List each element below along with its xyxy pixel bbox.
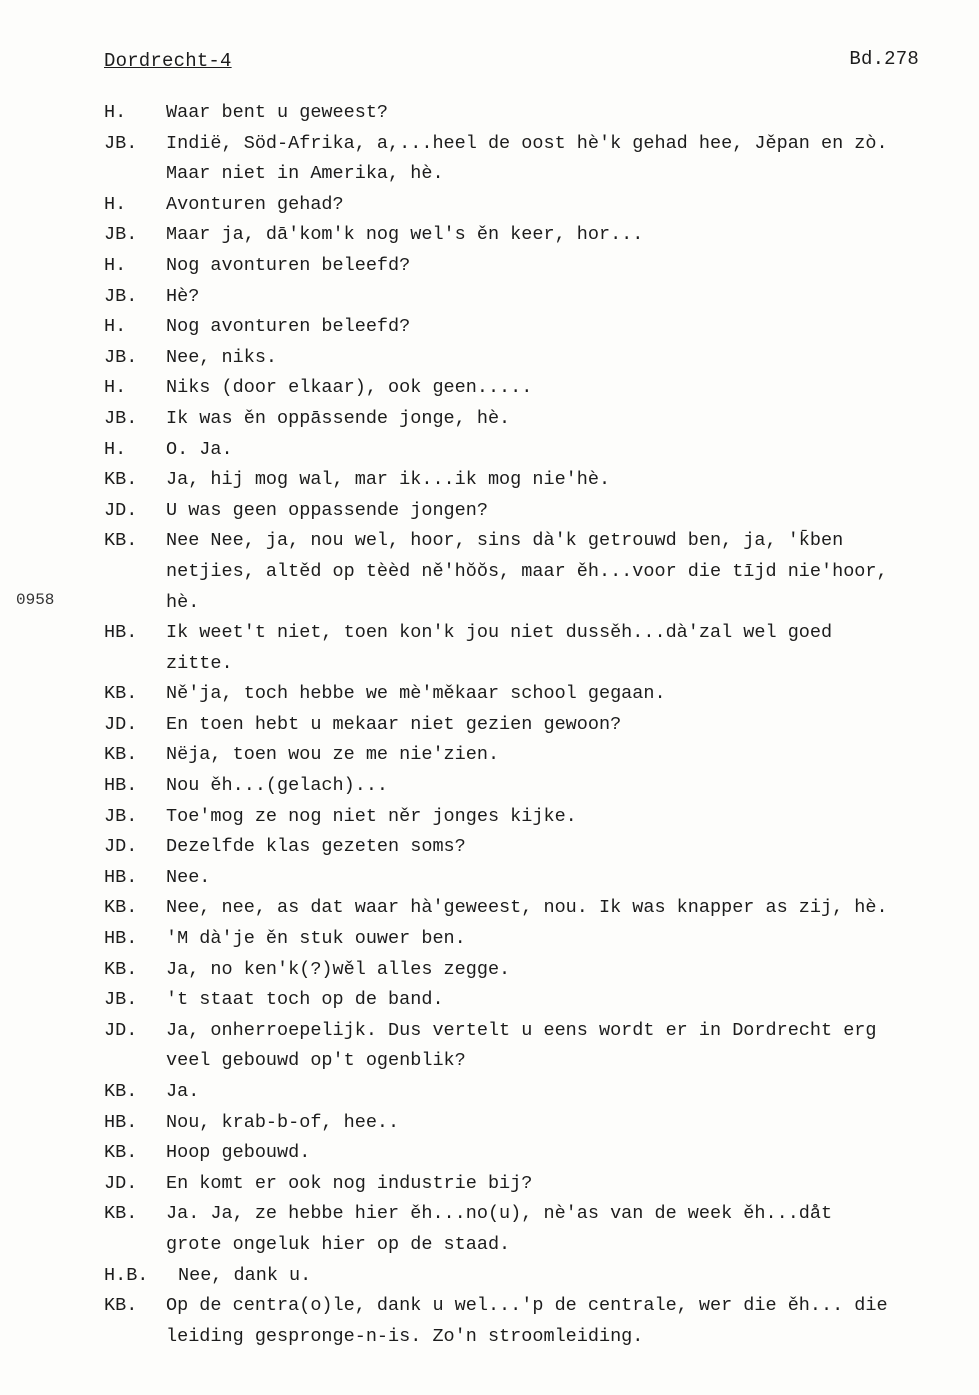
utterance-line: Ně'ja, toch hebbe we mè'měkaar school gegaan. [166, 683, 666, 705]
utterance [166, 435, 974, 466]
utterance-line: Ik was ěn oppāssende jonge, hè. [166, 407, 511, 429]
speaker-label: JB. [104, 989, 138, 1011]
utterance [166, 404, 974, 435]
utterance [166, 129, 974, 190]
utterance-line: Indië, Söd-Afrika, a,...heel de oost hè'k gehad hee, Jěpan en zò. [166, 132, 888, 154]
utterance-line: Maar ja, dā'kom'k nog wel's ěn keer, hor... [166, 224, 644, 246]
utterance-line: Avonturen gehad? [166, 193, 344, 215]
speaker-label: H.B. [104, 1264, 149, 1286]
speaker-label: KB. [104, 1081, 138, 1102]
utterance [166, 985, 974, 1016]
speaker-label: JD. [104, 1019, 138, 1041]
utterance [166, 282, 974, 313]
utterance-line: Ja. [166, 1081, 200, 1102]
speaker-label: KB. [104, 958, 138, 980]
transcript-turn [104, 1261, 974, 1292]
transcript-turn [104, 1077, 974, 1108]
utterance [166, 373, 974, 404]
transcript-turn [104, 740, 974, 771]
speaker-label: KB. [104, 1142, 138, 1164]
utterance [166, 1291, 974, 1352]
utterance [166, 618, 974, 679]
speaker-label: HB. [104, 775, 138, 797]
speaker-label: JB. [104, 132, 138, 154]
utterance-line: Nog avonturen beleefd? [166, 254, 411, 276]
speaker-label: H. [104, 102, 127, 123]
transcript-turn [104, 618, 974, 679]
speaker-label: JB. [104, 224, 138, 246]
speaker-label: KB. [104, 1295, 138, 1317]
utterance-line: Nog avonturen beleefd? [166, 316, 411, 338]
utterance [166, 1016, 974, 1077]
margin-counter-note: 0958 [16, 591, 55, 609]
utterance [166, 343, 974, 374]
utterance [166, 312, 974, 343]
utterance [166, 190, 974, 221]
speaker-label: JD. [104, 499, 138, 521]
utterance [166, 1199, 974, 1260]
utterance-line: Ja, hij mog wal, mar ik...ik mog nie'hè. [166, 469, 611, 491]
transcript-turn [104, 1169, 974, 1200]
transcript-turn [104, 373, 974, 404]
transcript-turn [104, 1138, 974, 1169]
utterance-line: hè. [166, 591, 200, 613]
utterance [166, 251, 974, 282]
utterance [166, 893, 974, 924]
speaker-label: HB. [104, 1111, 138, 1133]
utterance-line: Ja, no ken'k(?)wěl alles zegge. [166, 958, 511, 980]
transcript-turn [104, 1199, 974, 1260]
speaker-label: JB. [104, 805, 138, 827]
transcript-turn [104, 98, 974, 129]
speaker-label: H. [104, 316, 127, 338]
speaker-label: HB. [104, 866, 138, 888]
transcript-turn [104, 832, 974, 863]
document-title: Dordrecht-4 [104, 50, 232, 72]
utterance-line: Hè? [166, 285, 200, 307]
utterance-line: zitte. [166, 652, 233, 674]
utterance-line: Nou, krab-b-of, hee.. [166, 1111, 400, 1133]
transcript-turn [104, 220, 974, 251]
transcript-turn [104, 343, 974, 374]
speaker-label: H. [104, 438, 127, 460]
utterance-line: Nee, nee, as dat waar hà'geweest, nou. Ik was knapper as zij, hè. [166, 897, 888, 919]
transcript-turn [104, 679, 974, 710]
utterance-line: Ja. Ja, ze hebbe hier ěh...no(u), nè'as van de week ěh...dåt [166, 1203, 833, 1225]
utterance [166, 924, 974, 955]
utterance [166, 955, 974, 986]
transcript-turn [104, 1291, 974, 1352]
utterance-line: Nee Nee, ja, nou wel, hoor, sins dà'k getrouwd ben, ja, 'k̄ben [166, 530, 844, 552]
utterance-line: Hoop gebouwd. [166, 1142, 311, 1164]
utterance-line: Nee, dank u. [178, 1264, 312, 1286]
utterance [166, 1169, 974, 1200]
speaker-label: H. [104, 377, 127, 399]
transcript-turn [104, 1108, 974, 1139]
utterance-line: O. Ja. [166, 438, 233, 460]
transcript-turn [104, 526, 974, 618]
speaker-label: KB. [104, 1203, 138, 1225]
utterance [166, 98, 974, 129]
utterance-line: 't staat toch op de band. [166, 989, 444, 1011]
utterance-line: Niks (door elkaar), ook geen..... [166, 377, 533, 399]
speaker-label: KB. [104, 744, 138, 766]
utterance [166, 220, 974, 251]
transcript-turn [104, 802, 974, 833]
speaker-label: HB. [104, 622, 138, 644]
speaker-label: JB. [104, 285, 138, 307]
speaker-label: JB. [104, 407, 138, 429]
utterance [166, 740, 974, 771]
utterance-line: Ja, onherroepelijk. Dus vertelt u eens wordt er in Dordrecht erg [166, 1019, 877, 1041]
transcript-turn [104, 1016, 974, 1077]
speaker-label: H. [104, 193, 127, 215]
transcript-turn [104, 404, 974, 435]
transcript-turn [104, 129, 974, 190]
utterance-line: Nee, niks. [166, 346, 278, 368]
utterance [166, 802, 974, 833]
utterance [166, 1138, 974, 1169]
utterance [178, 1261, 974, 1292]
utterance [166, 1077, 974, 1108]
utterance-line: En toen hebt u mekaar niet gezien gewoon? [166, 713, 622, 735]
transcript-turn [104, 190, 974, 221]
transcript-turn [104, 771, 974, 802]
utterance [166, 771, 974, 802]
utterance-line: grote ongeluk hier op de staad. [166, 1233, 511, 1255]
speaker-label: JD. [104, 836, 138, 858]
speaker-label: JD. [104, 713, 138, 735]
transcript-turn [104, 251, 974, 282]
transcript-turn [104, 863, 974, 894]
transcript-turn [104, 312, 974, 343]
utterance-line: leiding gespronge-n-is. Zo'n stroomleiding. [166, 1325, 644, 1347]
transcript-turn [104, 496, 974, 527]
page-reference: Bd.278 [849, 48, 919, 70]
transcript-body [104, 98, 974, 1352]
speaker-label: H. [104, 254, 127, 276]
utterance [166, 1108, 974, 1139]
speaker-label: KB. [104, 897, 138, 919]
utterance-line: En komt er ook nog industrie bij? [166, 1172, 533, 1194]
speaker-label: KB. [104, 683, 138, 705]
utterance-line: Nou ěh...(gelach)... [166, 775, 389, 797]
utterance [166, 710, 974, 741]
utterance-line: Dezelfde klas gezeten soms? [166, 836, 466, 858]
utterance-line: Op de centra(o)le, dank u wel...'p de centrale, wer die ěh... die [166, 1295, 888, 1317]
transcript-turn [104, 465, 974, 496]
utterance-line: Nee. [166, 866, 211, 888]
speaker-label: HB. [104, 928, 138, 950]
transcript-turn [104, 955, 974, 986]
utterance-line: netjies, altěd op tèèd ně'hŏŏs, maar ěh...voor die tījd nie'hoor, [166, 560, 888, 582]
utterance-line: 'M dà'je ěn stuk ouwer ben. [166, 928, 466, 950]
utterance-line: veel gebouwd op't ogenblik? [166, 1050, 466, 1072]
transcript-turn [104, 710, 974, 741]
transcript-turn [104, 282, 974, 313]
utterance-line: U was geen oppassende jongen? [166, 499, 488, 521]
transcript-turn [104, 435, 974, 466]
utterance-line: Maar niet in Amerika, hè. [166, 163, 444, 185]
transcript-turn [104, 893, 974, 924]
utterance [166, 465, 974, 496]
speaker-label: JD. [104, 1172, 138, 1194]
speaker-label: KB. [104, 530, 138, 552]
utterance [166, 863, 974, 894]
utterance-line: Waar bent u geweest? [166, 102, 389, 123]
utterance-line: Nëja, toen wou ze me nie'zien. [166, 744, 500, 766]
utterance-line: Ik weet't niet, toen kon'k jou niet dussěh...dà'zal wel goed [166, 622, 833, 644]
transcript-turn [104, 985, 974, 1016]
transcript-turn [104, 924, 974, 955]
utterance [166, 496, 974, 527]
speaker-label: JB. [104, 346, 138, 368]
utterance-line: Toe'mog ze nog niet něr jonges kijke. [166, 805, 577, 827]
utterance [166, 526, 974, 618]
utterance [166, 679, 974, 710]
utterance [166, 832, 974, 863]
speaker-label: KB. [104, 469, 138, 491]
